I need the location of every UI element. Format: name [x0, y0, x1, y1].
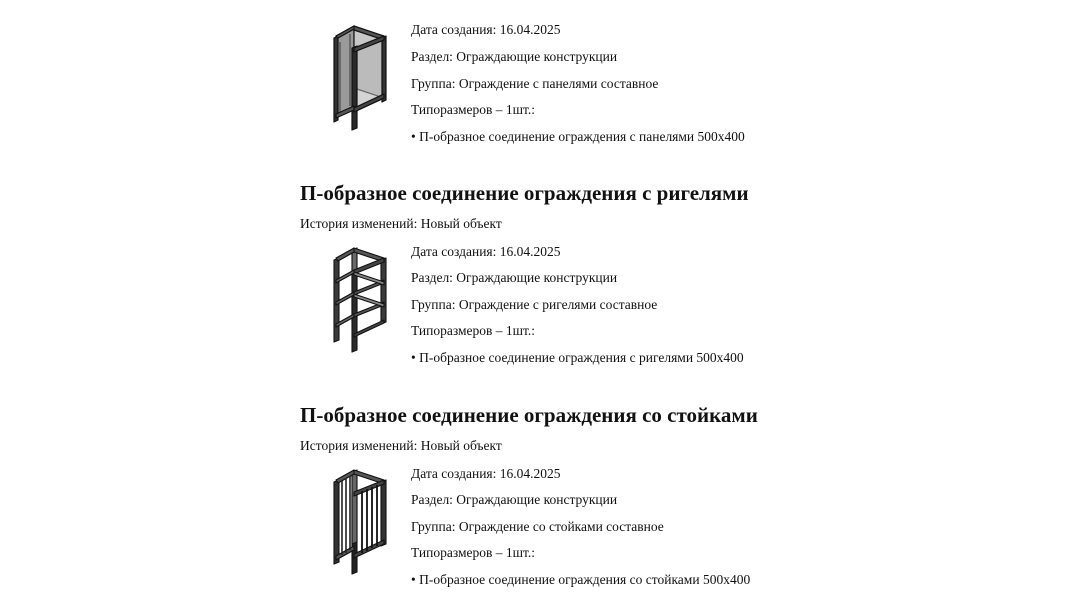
section-label: Раздел: Ограждающие конструкции [411, 270, 618, 285]
sizes-count: Типоразмеров – 1шт.: [411, 323, 536, 338]
created-date: Дата создания: 16.04.2025 [411, 22, 561, 37]
item-title: П-образное соединение ограждения с ригелями [300, 181, 749, 205]
group-label: Группа: Ограждение с панелями составное [411, 76, 659, 91]
section-label: Раздел: Ограждающие конструкции [411, 49, 618, 64]
sizes-count: Типоразмеров – 1шт.: [411, 102, 536, 117]
baluster-railing-icon [326, 464, 392, 576]
change-history: История изменений: Новый объект [300, 438, 502, 453]
item-title: П-образное соединение ограждения со стойками [300, 403, 758, 427]
change-history: История изменений: Новый объект [300, 216, 502, 231]
created-date: Дата создания: 16.04.2025 [411, 466, 561, 481]
variant-item: • П-образное соединение ограждения с панелями 500x400 [411, 129, 745, 144]
variant-item: • П-образное соединение ограждения с ригелями 500x400 [411, 350, 744, 365]
panel-railing-icon [326, 22, 392, 134]
sizes-count: Типоразмеров – 1шт.: [411, 545, 536, 560]
crossbar-railing-icon [326, 242, 392, 354]
variant-item: • П-образное соединение ограждения со стойками 500x400 [411, 572, 751, 587]
created-date: Дата создания: 16.04.2025 [411, 244, 561, 259]
group-label: Группа: Ограждение со стойками составное [411, 519, 664, 534]
section-label: Раздел: Ограждающие конструкции [411, 492, 618, 507]
group-label: Группа: Ограждение с ригелями составное [411, 297, 658, 312]
